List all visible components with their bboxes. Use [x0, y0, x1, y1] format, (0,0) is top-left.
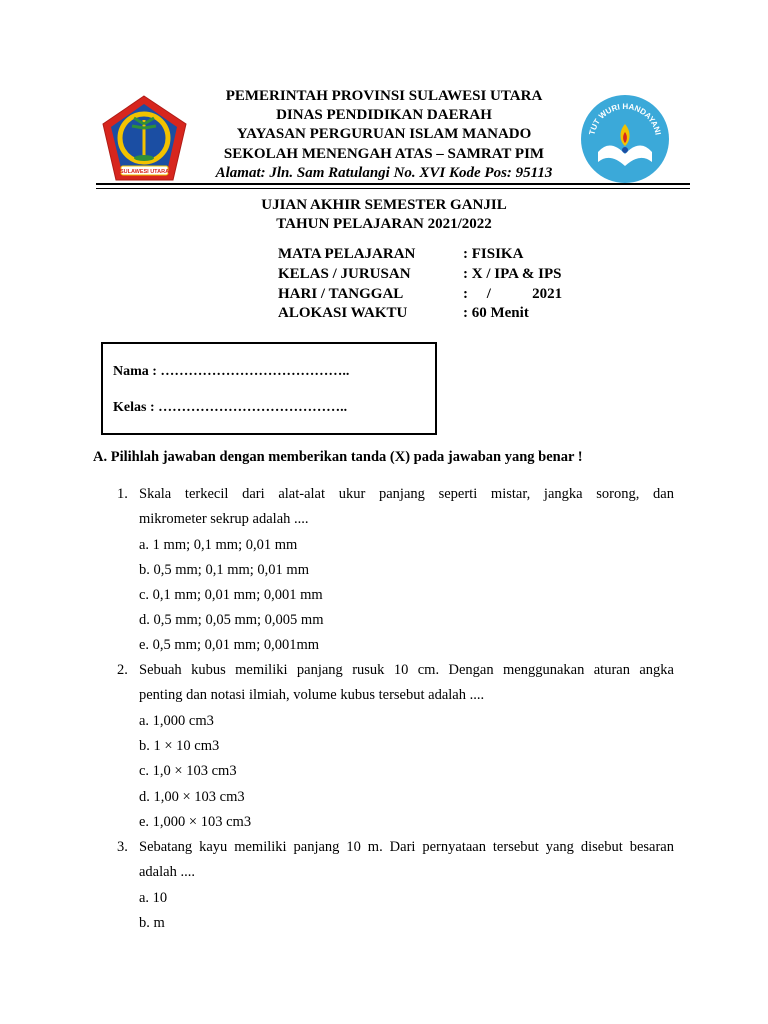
- question-number: 3.: [117, 839, 128, 855]
- info-label: HARI / TANGGAL: [278, 286, 404, 302]
- info-label: MATA PELAJARAN: [278, 246, 416, 262]
- student-identity-box: [101, 342, 437, 435]
- header-divider-thick: [96, 183, 690, 185]
- answer-option[interactable]: d. 0,5 mm; 0,05 mm; 0,005 mm: [139, 612, 324, 628]
- logo-motto-text: TUT WURI HANDAYANI: [587, 101, 663, 136]
- section-a-instruction: A. Pilihlah jawaban dengan memberikan tanda (X) pada jawaban yang benar !: [93, 449, 583, 465]
- info-value: : / 2021: [463, 286, 563, 302]
- exam-title: UJIAN AKHIR SEMESTER GANJIL: [261, 197, 507, 213]
- header-divider-thin: [96, 188, 690, 189]
- student-class-field[interactable]: Kelas : …………………………………..: [113, 400, 348, 415]
- stem-line: Sebuah kubus memiliki panjang rusuk 10 cm. Dengan menggunakan aturan angka: [139, 662, 674, 678]
- exam-year: TAHUN PELAJARAN 2021/2022: [276, 216, 492, 232]
- answer-option[interactable]: b. m: [139, 915, 165, 931]
- info-value: : X / IPA & IPS: [463, 266, 562, 282]
- header-department-line: DINAS PENDIDIKAN DAERAH: [276, 107, 492, 123]
- stem-line: adalah ....: [139, 864, 195, 880]
- question-number: 2.: [117, 662, 128, 678]
- answer-option[interactable]: a. 1 mm; 0,1 mm; 0,01 mm: [139, 537, 298, 553]
- stem-line: penting dan notasi ilmiah, volume kubus tersebut adalah ....: [139, 687, 485, 703]
- info-value: : FISIKA: [463, 246, 524, 262]
- answer-option[interactable]: e. 0,5 mm; 0,01 mm; 0,001mm: [139, 637, 320, 653]
- question-stem: [139, 658, 674, 708]
- stem-line: mikrometer sekrup adalah ....: [139, 511, 309, 527]
- answer-option[interactable]: c. 0,1 mm; 0,01 mm; 0,001 mm: [139, 587, 323, 603]
- header-school-name: SEKOLAH MENENGAH ATAS – SAMRAT PIM: [223, 146, 545, 162]
- answer-option[interactable]: b. 0,5 mm; 0,1 mm; 0,01 mm: [139, 562, 309, 578]
- answer-option[interactable]: a. 1,000 cm3: [139, 713, 214, 729]
- header-foundation-line: YAYASAN PERGURUAN ISLAM MANADO: [236, 126, 532, 142]
- answer-option[interactable]: d. 1,00 × 103 cm3: [139, 789, 245, 805]
- info-value: : 60 Menit: [463, 305, 529, 321]
- header-address: Alamat: Jln. Sam Ratulangi No. XVI Kode Pos: 95113: [215, 165, 553, 181]
- question-number: 1.: [117, 486, 128, 502]
- info-label: ALOKASI WAKTU: [278, 305, 408, 321]
- stem-line: Sebatang kayu memiliki panjang 10 m. Dari pernyataan tersebut yang disebut besaran: [139, 839, 674, 855]
- answer-option[interactable]: c. 1,0 × 103 cm3: [139, 763, 237, 779]
- header-government-line: PEMERINTAH PROVINSI SULAWESI UTARA: [225, 88, 543, 104]
- question-stem: [139, 482, 674, 532]
- emblem-banner-text: SULAWESI UTARA: [119, 169, 170, 175]
- question-stem: [139, 835, 674, 885]
- answer-option[interactable]: a. 10: [139, 890, 168, 906]
- student-name-field[interactable]: Nama : …………………………………..: [113, 364, 350, 379]
- answer-option[interactable]: e. 1,000 × 103 cm3: [139, 814, 252, 830]
- info-label: KELAS / JURUSAN: [278, 266, 411, 282]
- answer-option[interactable]: b. 1 × 10 cm3: [139, 738, 220, 754]
- stem-line: Skala terkecil dari alat-alat ukur panjang seperti mistar, jangka sorong, dan: [139, 486, 674, 502]
